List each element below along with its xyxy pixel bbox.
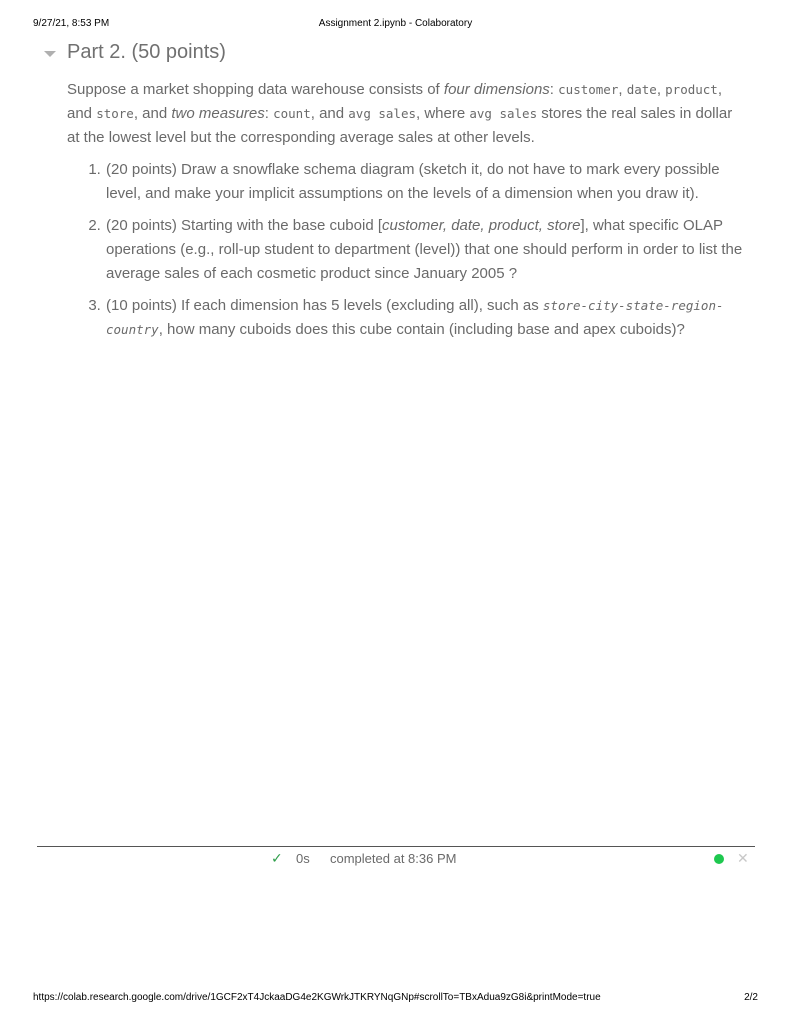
- two-measures-emphasis: two measures: [171, 105, 265, 122]
- intro-text: Suppose a market shopping data warehouse consists of: [67, 81, 444, 98]
- chevron-down-icon[interactable]: [44, 51, 56, 57]
- question-item: [105, 294, 747, 342]
- execution-completed-text: completed at 8:36 PM: [330, 851, 457, 866]
- intro-text: stores the real sales in dollar at the lowest level but the corresponding average sales at other levels.: [67, 105, 733, 146]
- text-cell: [67, 78, 747, 350]
- question-list: [67, 158, 747, 342]
- print-title: Assignment 2.ipynb - Colaboratory: [318, 18, 473, 29]
- print-footer: [33, 992, 758, 1006]
- question-text: (20 points) Starting with the base cuboid [: [106, 217, 382, 234]
- intro-text: , and: [133, 105, 172, 122]
- section-header: [42, 40, 762, 68]
- question-text: (10 points) If each dimension has 5 levels (excluding all), such as: [106, 297, 543, 314]
- four-dimensions-emphasis: four dimensions: [443, 81, 550, 98]
- question-item: [105, 214, 747, 286]
- execution-status-bar: [0, 850, 791, 870]
- code-avg-sales: avg sales: [348, 106, 416, 121]
- code-avg-sales: avg sales: [469, 106, 538, 121]
- code-store: store: [96, 106, 134, 121]
- code-date: date: [626, 82, 657, 97]
- intro-text: , and: [310, 105, 349, 122]
- check-icon: ✓: [271, 850, 283, 866]
- intro-text: :: [264, 105, 274, 122]
- cell-divider: [37, 846, 755, 847]
- status-indicator-icon: [714, 854, 724, 864]
- hierarchy-code: store-city-state-region-country: [106, 298, 724, 337]
- code-customer: customer: [558, 82, 619, 97]
- intro-text: ,: [656, 81, 666, 98]
- code-count: count: [273, 106, 311, 121]
- question-text: ], what specific OLAP operations (e.g., roll-up student to department (level)) that one should perform in order to list the average sales of each cosmetic product since January 2005 ?: [106, 217, 743, 282]
- question-text: , how many cuboids does this cube contain (including base and apex cuboids)?: [158, 321, 685, 338]
- intro-text: , and: [67, 81, 723, 122]
- print-url: https://colab.research.google.com/drive/1GCF2xT4JckaaDG4e2KGWrkJTKRYNqGNp#scrollTo=TBxAdua9zG8i&printMode=true: [33, 992, 601, 1003]
- intro-text: , where: [416, 105, 470, 122]
- section-heading: Part 2. (50 points): [67, 41, 226, 63]
- close-icon[interactable]: ✕: [737, 850, 749, 866]
- question-item: [105, 158, 747, 206]
- intro-text: ,: [618, 81, 627, 98]
- code-product: product: [665, 82, 718, 97]
- print-header: [33, 18, 758, 32]
- question-text: (20 points) Draw a snowflake schema diagram (sketch it, do not have to mark every possible level, and make your implicit assumptions on the levels of a dimension when you draw it).: [106, 161, 720, 202]
- intro-text: :: [549, 81, 559, 98]
- intro-paragraph: [67, 78, 747, 150]
- base-cuboid-emphasis: customer, date, product, store: [382, 217, 581, 234]
- page-number: 2/2: [744, 992, 758, 1003]
- execution-duration: 0s: [296, 851, 310, 866]
- print-date: 9/27/21, 8:53 PM: [33, 18, 110, 29]
